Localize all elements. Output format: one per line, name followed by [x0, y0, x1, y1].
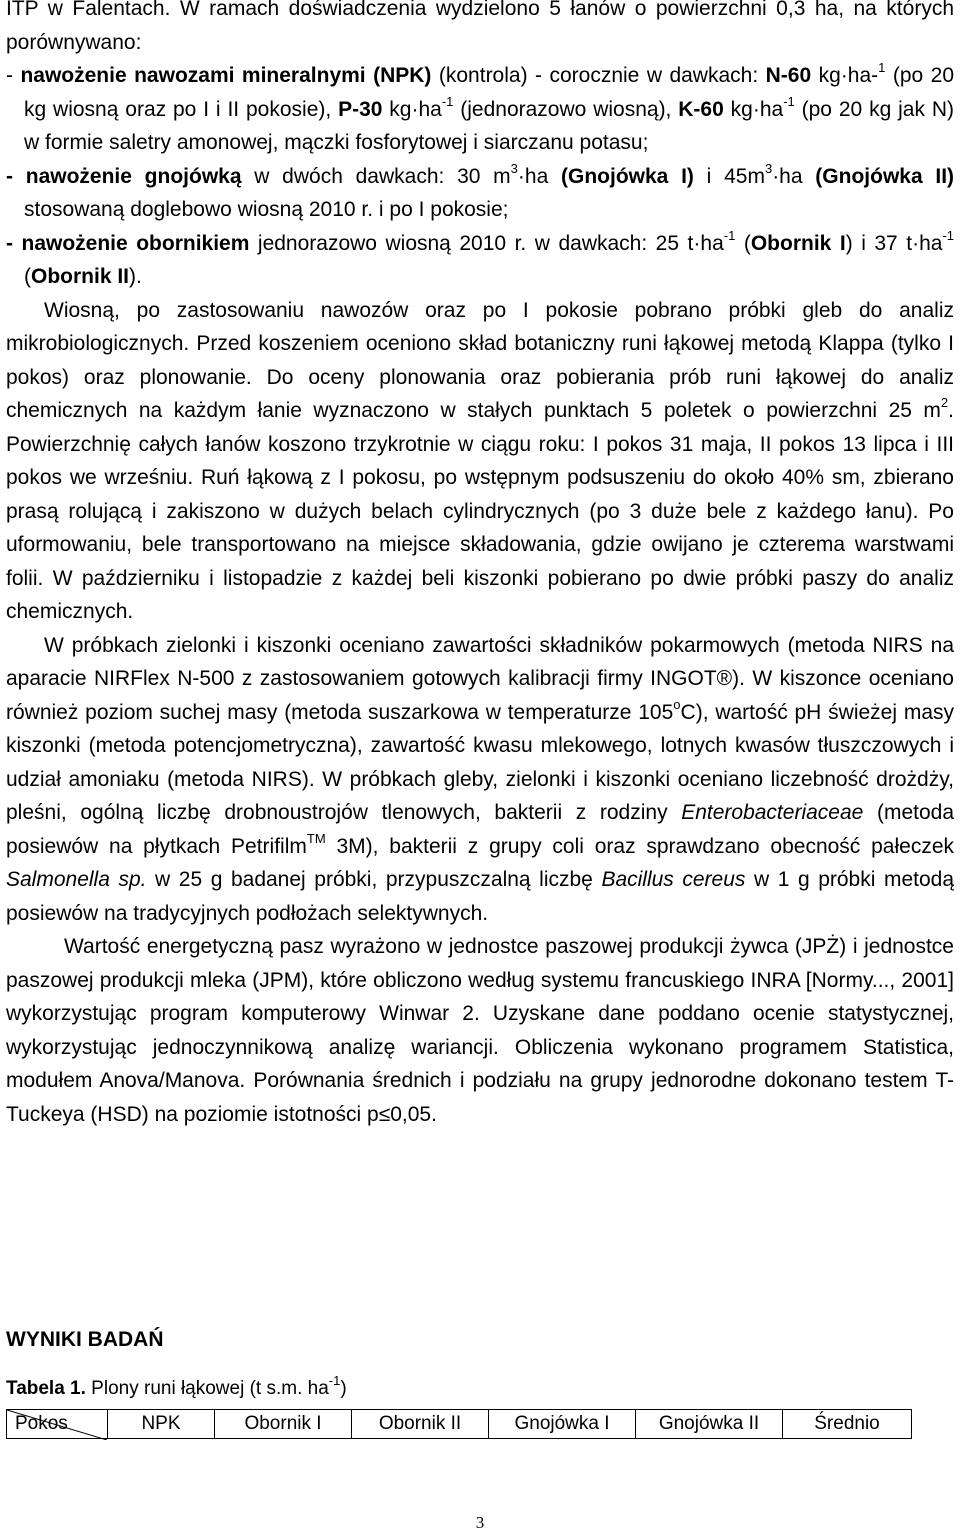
table-header-pokos: Pokos — [7, 1410, 108, 1439]
paragraph-methods: W próbkach zielonki i kiszonki oceniano zawartości składników pokarmowych (metoda NIRS na aparacie NIRFlex N-500 z zastosowaniem gotowych kalibracji firmy INGOT®). W kiszonce oceniano również poziom suchej masy (metoda suszarkowa w temperaturze 105$^o$C), wartość pH świeżej masy kiszonki (metoda potencjometryczna), zawartość kwasu mlekowego, lotnych kwasów tłuszczowych i udział amoniaku (metoda NIRS). W próbkach gleby, zielonki i kiszonki oceniano liczebność drożdży, pleśni, ogólną liczbę drobnoustrojów tlenowych, bakterii z rodziny Enterobacteriaceae (metoda posiewów na płytkach Petrifilm™ 3M), bakterii z grupy coli oraz sprawdzano obecność pałeczek Salmonella sp. w 25 g badanej próbki, przypuszczalną liczbę Bacillus cereus w 1 g próbki metodą posiewów na tradycyjnych podłożach selektywnych. — [6, 633, 955, 925]
section-heading: WYNIKI BADAŃ — [6, 1328, 164, 1351]
table-header-obornik-2: Obornik II — [352, 1410, 489, 1439]
paragraph-intro: ITP w Falentach. W ramach doświadczenia wydzielono 5 łanów o powierzchni 0,3 ha, na których porównywano: — [6, 0, 954, 54]
table-header-row — [7, 1410, 912, 1439]
list-item-npk: - nawożenie nawozami mineralnymi (NPK) (kontrola) - corocznie w dawkach: N-60 kg·ha-$^1$ (po 20 kg wiosną oraz po I i II pokosie), P-30 $kg\cdot ha^{-1}$ (jednorazowo wiosną), K-60 $kg\cdot ha^{-1}$ (po 20 kg jak N) w formie saletry amonowej, mączki fosforytowej i siarczanu potasu; — [6, 60, 954, 154]
paragraph-sampling: Wiosną, po zastosowaniu nawozów oraz po I pokosie pobrano próbki gleb do analiz mikrobiologicznych. Przed koszeniem oceniono skład botaniczny runi łąkowej metodą Klappa (tylko I pokos) oraz plonowanie. Do oceny plonowania oraz pobierania prób runi łąkowej do analiz chemicznych na każdym łanie wyznaczono w stałych punktach 5 poletek o powierzchni 25 $m^2$. Powierzchnię całych łanów koszono trzykrotnie w ciągu roku: I pokos 31 maja, II pokos 13 lipca i III pokos we wrześniu. Ruń łąkową z I pokosu, po wstępnym podsuszeniu do około 40% sm, zbierano prasą rolującą i zakiszono w dużych belach cylindrycznych (po 3 duże bele z każdego łanu). Po uformowaniu, bele transportowano na miejsce składowania, gdzie owijano je czterema warstwami folii. W październiku i listopadzie z każdej beli kiszonki pobierano po dwie próbki paszy do analiz chemicznych. — [6, 298, 954, 623]
table-caption: Tabela 1. Plony runi łąkowej (t s.m. $ha^{-1}$) — [6, 1372, 347, 1399]
table-header-obornik-1: Obornik I — [215, 1410, 352, 1439]
page-number: 3 — [475, 1513, 485, 1532]
list-item-obornik: - nawożenie obornikiem jednorazowo wiosną 2010 r. w dawkach: 25 $t\cdot ha^{-1}$ (Obornik I) i 37 $t\cdot ha^{-1}$ (Obornik II). — [6, 227, 954, 288]
document-page — [6, 0, 954, 1131]
paragraph-statistics: Wartość energetyczną pasz wyrażono w jednostce paszowej produkcji żywca (JPŻ) i jednostce paszowej produkcji mleka (JPM), które obliczono według systemu francuskiego INRA [Normy..., 2001] wykorzystując program komputerowy Winwar 2. Uzyskane dane poddano ocenie statystycznej, wykorzystując jednoczynnikową analizę wariancji. Obliczenia wykonano programem Statistica, modułem Anova/Manova. Porównania średnich i podziału na grupy jednorodne dokonano testem T-Tuckeya (HSD) na poziomie istotności p≤0,05. — [6, 935, 954, 1126]
diagonal-divider — [7, 1410, 107, 1440]
yield-table — [6, 1409, 912, 1439]
table-header-srednio: Średnio — [783, 1410, 912, 1439]
table-header-gnojowka-2: Gnojówka II — [636, 1410, 783, 1439]
table-header-gnojowka-1: Gnojówka I — [489, 1410, 636, 1439]
list-item-gnojowka: - nawożenie gnojówką w dwóch dawkach: 30 $m^3\cdot ha$ (Gnojówka I) i $45m^3\cdot ha$ (Gnojówka II) stosowaną doglebowo wiosną 2010 r. i po I pokosie; — [6, 160, 955, 221]
table-header-npk: NPK — [108, 1410, 215, 1439]
